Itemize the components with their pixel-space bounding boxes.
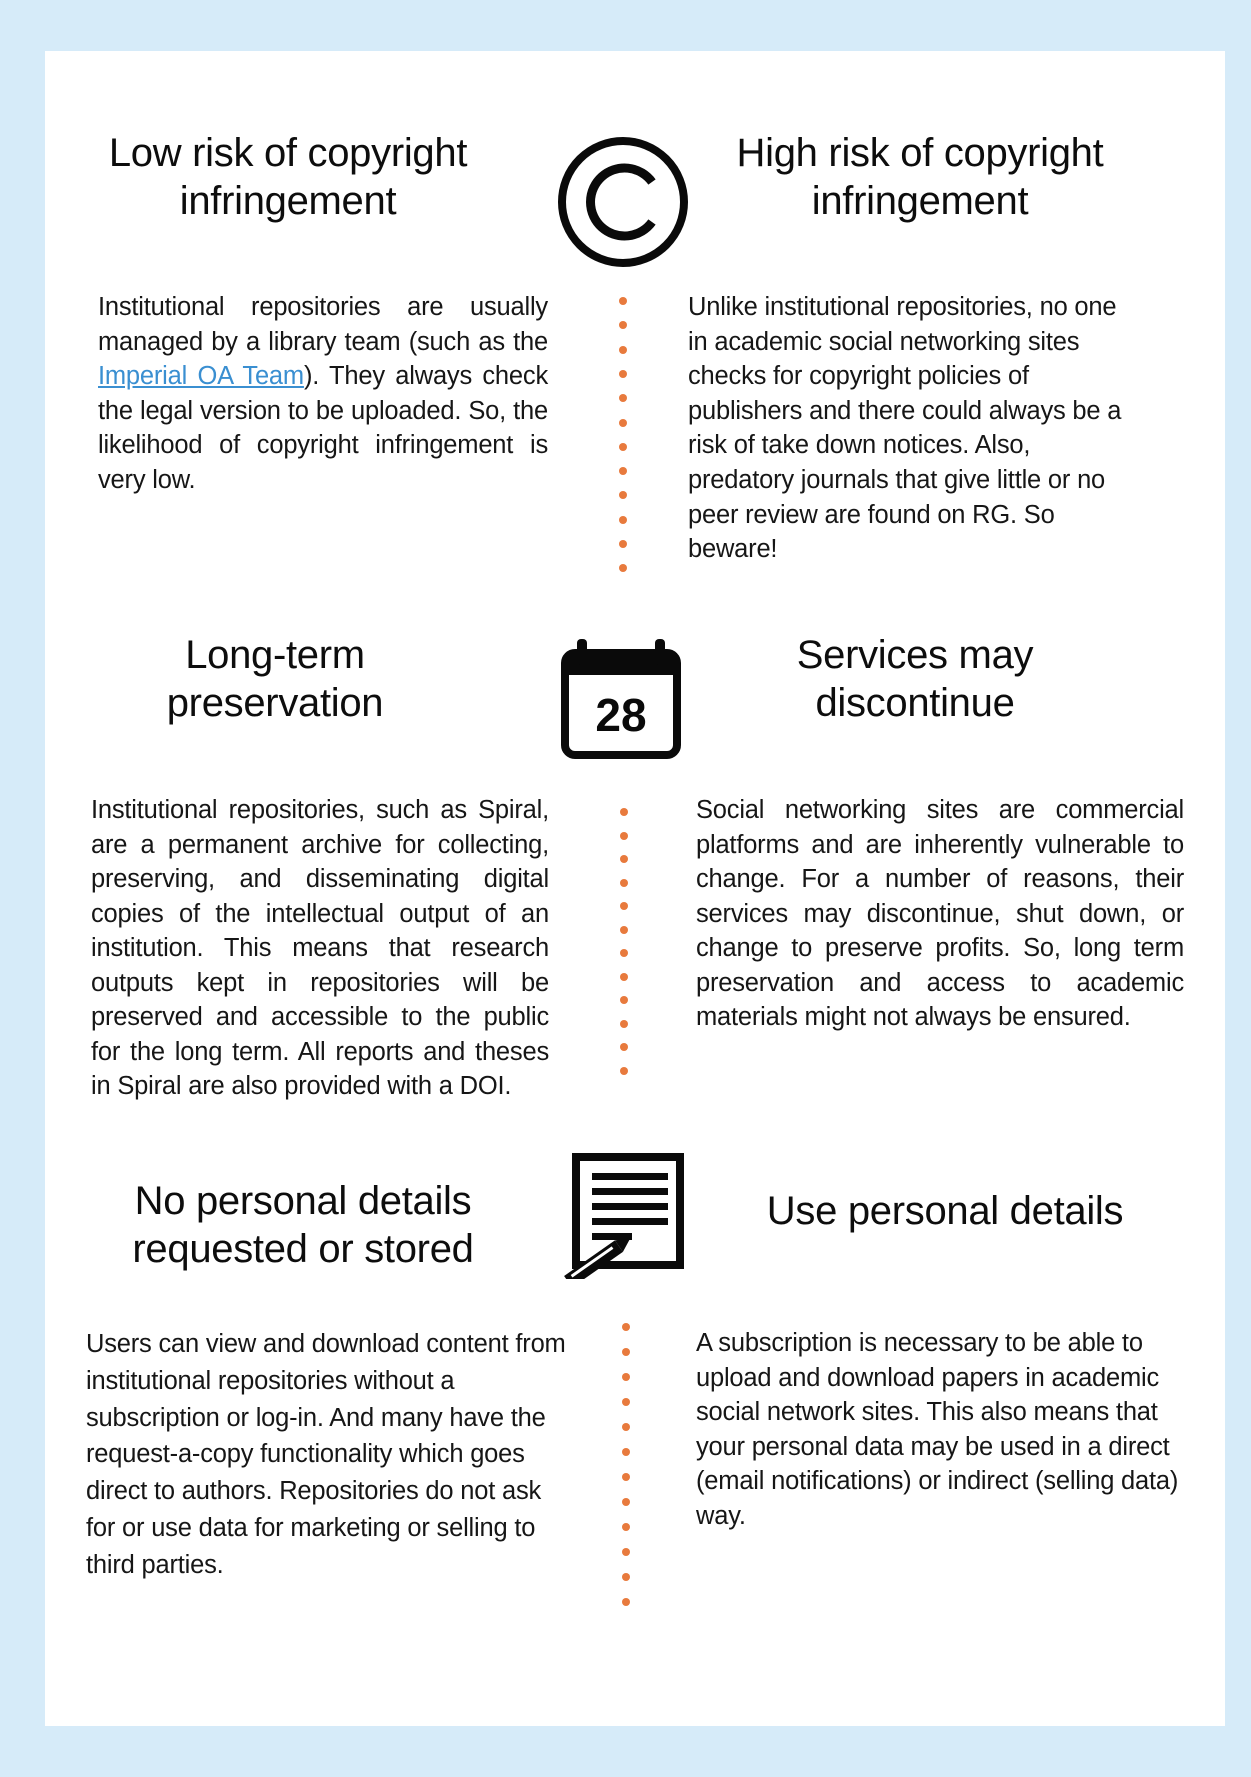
divider-dots-1 [619,297,627,597]
divider-dot [620,879,628,887]
calendar-icon [559,635,683,765]
divider-dot [619,321,627,329]
divider-dot [622,1548,630,1556]
divider-dot [620,1043,628,1051]
divider-dot [620,855,628,863]
divider-dot [620,949,628,957]
divider-dot [619,394,627,402]
low-risk-text: Institutional repositories are usually managed by a library team (such as the Imperial OA Team). They always check the legal version to be uploaded. So, the likelihood of copyright infringement is very low. [98,293,548,494]
high-risk-text: Unlike institutional repositories, no one in academic social networking sites checks for copyright policies of publishers and there could always be a risk of take down notices. Also, predatory journals that give little or no peer review are found on RG. So beware! [688,293,1122,564]
services-discontinue-text: Social networking sites are commercial platforms and are inherently vulnerable to change. For a number of reasons, their services may discontinue, shut down, or change to preserve profits. So, long term preservation and access to academic materials might not always be ensured. [696,796,1184,1031]
calendar-number: 28 [595,689,647,741]
imperial-oa-team-link[interactable]: Imperial OA Team [98,362,304,390]
divider-dot [622,1423,630,1431]
document-pen-icon [562,1151,688,1279]
divider-dot [622,1573,630,1581]
divider-dot [619,540,627,548]
divider-dot [619,516,627,524]
divider-dots-2 [620,808,628,1078]
divider-dot [622,1323,630,1331]
divider-dot [622,1348,630,1356]
divider-dot [620,926,628,934]
divider-dot [619,443,627,451]
copyright-icon [557,136,689,268]
no-personal-details-heading: No personal details requested or stored [132,1179,474,1271]
divider-dot [620,808,628,816]
divider-dot [619,346,627,354]
divider-dot [622,1398,630,1406]
divider-dot [619,491,627,499]
divider-dot [622,1523,630,1531]
divider-dot [619,419,627,427]
use-personal-details-text: A subscription is necessary to be able to upload and download papers in academic social network sites. This also means that your personal data may be used in a direct (email notifications) or indirect (selling data) way. [696,1329,1179,1530]
long-term-preservation-text: Institutional repositories, such as Spiral, are a permanent archive for collecting, preserving, and disseminating digital copies of the intellectual output of an institution. This means that research outputs kept in repositories will be preserved and accessible to the public for the long term. All reports and theses in Spiral are also provided with a DOI. [91,796,549,1100]
divider-dot [619,370,627,378]
divider-dot [622,1598,630,1606]
divider-dot [622,1498,630,1506]
divider-dot [620,973,628,981]
divider-dot [620,902,628,910]
infographic-panel [45,51,1225,1726]
divider-dot [619,564,627,572]
divider-dot [620,832,628,840]
divider-dot [620,1067,628,1075]
divider-dot [619,297,627,305]
divider-dot [622,1373,630,1381]
divider-dot [620,1020,628,1028]
no-personal-details-text: Users can view and download content from institutional repositories without a subscription or log-in. And many have the request-a-copy functionality which goes direct to authors. Repositories do not ask for or use data for marketing or selling to third parties. [86,1330,566,1579]
low-risk-heading: Low risk of copyright infringement [108,131,468,223]
divider-dot [619,467,627,475]
divider-dot [620,996,628,1004]
services-discontinue-heading: Services may discontinue [796,633,1034,725]
divider-dot [622,1448,630,1456]
divider-dot [622,1473,630,1481]
high-risk-heading: High risk of copyright infringement [736,131,1104,223]
divider-dots-3 [622,1323,630,1603]
long-term-preservation-heading: Long-term preservation [166,633,384,725]
use-personal-details-heading: Use personal details [766,1189,1124,1233]
